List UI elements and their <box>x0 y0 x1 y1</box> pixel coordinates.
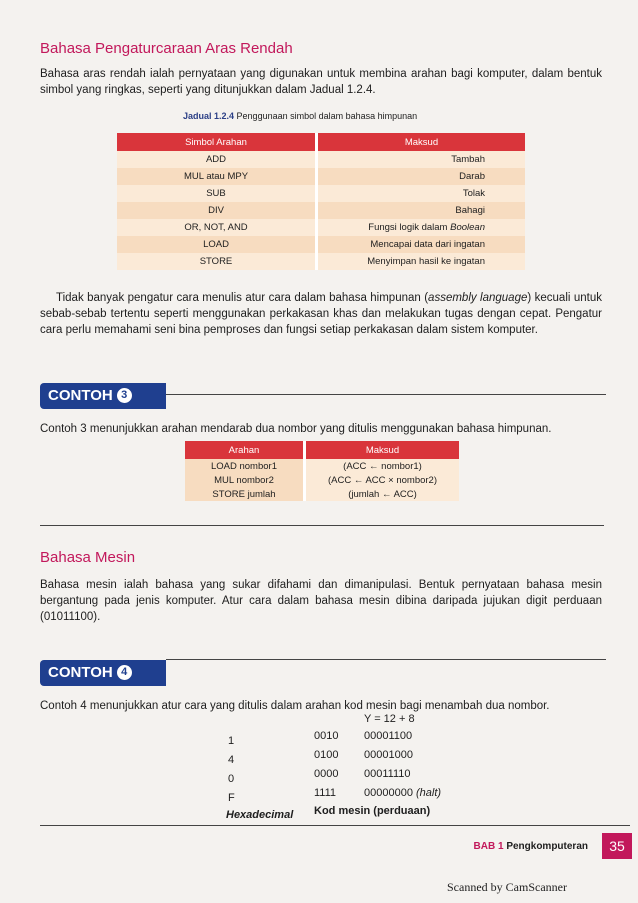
contoh-4-banner <box>40 660 166 686</box>
table-row <box>117 253 525 270</box>
table-row <box>117 185 525 202</box>
column-label-kod: Kod mesin (perduaan) <box>314 805 431 817</box>
contoh-number: 4 <box>117 665 132 680</box>
hex-value: 1 <box>228 735 235 747</box>
header-maksud: Maksud <box>305 441 460 459</box>
footer-bab: BAB 1 <box>473 841 504 852</box>
opcode-value: 0100 <box>314 749 339 761</box>
cell-symbol: DIV <box>117 202 317 219</box>
table-row <box>117 202 525 219</box>
contoh-3-text: Contoh 3 menunjukkan arahan mendarab dua nombor yang ditulis menggunakan bahasa himpunan. <box>40 423 552 435</box>
table-row <box>117 219 525 236</box>
assembly-paragraph <box>40 290 602 338</box>
table-row <box>185 473 459 487</box>
opcode-column <box>314 727 338 803</box>
footer-chapter <box>474 841 588 852</box>
header-arahan: Arahan <box>185 441 305 459</box>
opcode-value: 0000 <box>314 768 339 780</box>
cell-instruction: LOAD nombor1 <box>185 459 305 473</box>
cell-meaning: Bahagi <box>317 202 526 219</box>
contoh-3-banner <box>40 383 166 409</box>
cell-symbol: SUB <box>117 185 317 202</box>
table-row <box>117 151 525 168</box>
header-simbol: Simbol Arahan <box>117 133 317 151</box>
operand-value: 00001100 <box>364 730 413 742</box>
cell-meaning: Mencapai data dari ingatan <box>317 236 526 253</box>
machine-language-paragraph: Bahasa mesin ialah bahasa yang sukar difahami dan dimanipulasi. Bentuk pernyataan bahasa mesin bergantung pada jenis komputer. Atur cara dalam bahasa mesin dibina daripada jujukan digit perduaan (01011100). <box>40 579 602 623</box>
halt-label: (halt) <box>416 787 442 799</box>
contoh-label: CONTOH <box>48 387 113 404</box>
para2-after: ) kecuali untuk sebab-sebab tertentu seperti menggunakan perkakasan khas dan melakukan tugas dengan cepat. Pengatur cara perlu memahami seni bina pemproses dan fungsi setiap perkakasan dalam sistem komputer. <box>40 292 602 336</box>
opcode-value: 0010 <box>314 730 339 742</box>
intro-paragraph: Bahasa aras rendah ialah pernyataan yang digunakan untuk membina arahan bagi komputer, dalam bentuk simbol yang ringkas, seperti yang ditunjukkan dalam Jadual 1.2.4. <box>40 68 602 96</box>
table-caption-label: Jadual 1.2.4 <box>183 111 235 121</box>
column-label-hex: Hexadecimal <box>226 809 294 821</box>
section-title-aras-rendah: Bahasa Pengaturcaraan Aras Rendah <box>40 40 293 57</box>
table-caption-text: Penggunaan simbol dalam bahasa himpunan <box>236 111 418 121</box>
cell-meaning: Tolak <box>317 185 526 202</box>
table-caption <box>183 111 417 121</box>
boolean-term: Boolean <box>450 222 485 233</box>
contoh-label: CONTOH <box>48 664 113 681</box>
cell-instruction: MUL nombor2 <box>185 473 305 487</box>
operand-value: 00011110 <box>364 768 411 780</box>
cell-meaning: Darab <box>317 168 526 185</box>
assembly-table <box>185 441 459 501</box>
operand-value: 00001000 <box>364 749 413 761</box>
para2-italic: assembly language <box>428 292 528 304</box>
divider <box>40 825 630 826</box>
cell-symbol: STORE <box>117 253 317 270</box>
cell-symbol: MUL atau MPY <box>117 168 317 185</box>
cell-meaning: (ACC ← ACC × nombor2) <box>305 473 460 487</box>
cell-symbol: OR, NOT, AND <box>117 219 317 236</box>
hex-column <box>228 732 235 808</box>
table-row <box>117 236 525 253</box>
hex-value: 0 <box>228 773 235 785</box>
equation: Y = 12 + 8 <box>364 713 415 725</box>
hex-value: 4 <box>228 754 235 766</box>
section-title-bahasa-mesin: Bahasa Mesin <box>40 549 136 566</box>
cell-meaning: Tambah <box>317 151 526 168</box>
cell-meaning: Fungsi logik dalam Boolean <box>317 219 526 236</box>
footer-chapter-name: Pengkomputeran <box>506 841 588 852</box>
cell-symbol: ADD <box>117 151 317 168</box>
scanner-watermark: Scanned by CamScanner <box>447 880 567 894</box>
operand-value: 00000000 <box>364 787 413 799</box>
contoh-4-text: Contoh 4 menunjukkan atur cara yang ditulis dalam arahan kod mesin bagi menambah dua nombor. <box>40 700 550 712</box>
opcode-value: 1111 <box>314 787 337 799</box>
cell-symbol: LOAD <box>117 236 317 253</box>
page-number: 35 <box>602 833 632 859</box>
cell-meaning: (ACC ← nombor1) <box>305 459 460 473</box>
operand-column <box>364 727 441 803</box>
para2-before: Tidak banyak pengatur cara menulis atur cara dalam bahasa himpunan ( <box>56 292 429 304</box>
divider <box>166 659 606 660</box>
cell-meaning: Menyimpan hasil ke ingatan <box>317 253 526 270</box>
table-row <box>185 459 459 473</box>
table-row <box>117 168 525 185</box>
divider <box>40 525 604 526</box>
contoh-number: 3 <box>117 388 132 403</box>
cell-instruction: STORE jumlah <box>185 487 305 501</box>
divider <box>166 394 606 395</box>
operand-halt-row <box>364 784 441 803</box>
symbol-table <box>117 133 525 270</box>
header-maksud: Maksud <box>317 133 526 151</box>
table-row <box>185 487 459 501</box>
cell-meaning: (jumlah ← ACC) <box>305 487 460 501</box>
hex-value: F <box>228 792 235 804</box>
